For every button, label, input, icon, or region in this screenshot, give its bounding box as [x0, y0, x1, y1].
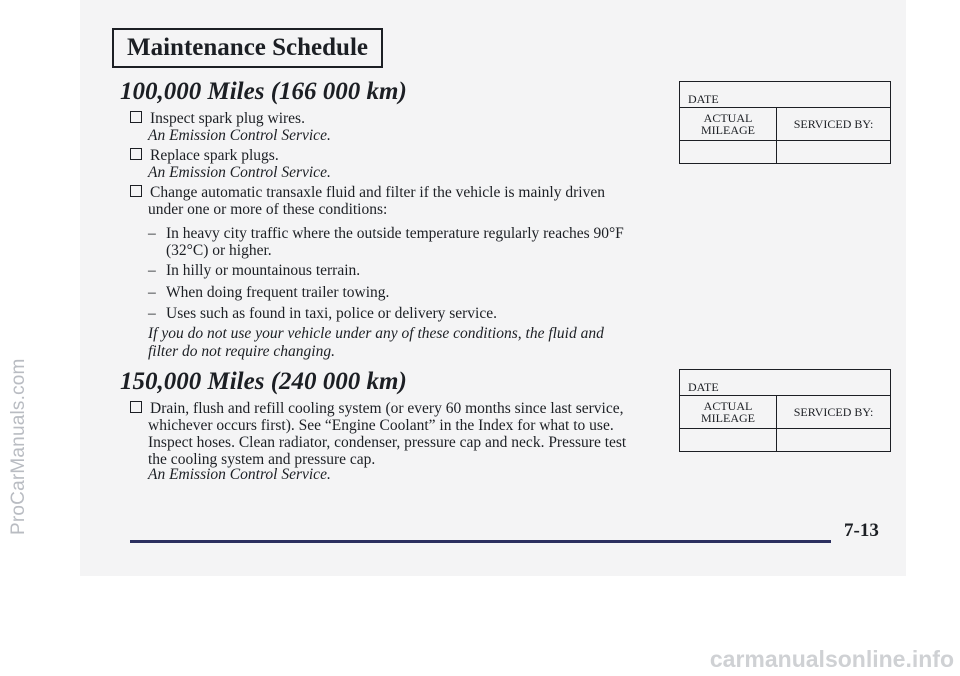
bullet-text: In hilly or mountainous terrain.	[166, 262, 361, 279]
footer-watermark: carmanualsonline.info	[709, 646, 954, 672]
condition-bullet: – When doing frequent trailer towing.	[148, 284, 390, 301]
bullet-text: In heavy city traffic where the outside temperature regularly reaches 90°F	[166, 225, 624, 242]
item-subtext: An Emission Control Service.	[148, 164, 331, 181]
service-record-table	[679, 81, 891, 164]
condition-bullet: – In heavy city traffic where the outside temperature regularly reaches 90°F	[148, 225, 624, 242]
checkbox-icon[interactable]	[130, 401, 142, 413]
interval-heading-150k: 150,000 Miles (240 000 km)	[120, 368, 407, 395]
note-line: filter do not require changing.	[148, 343, 335, 360]
table-entry-row[interactable]	[680, 141, 890, 163]
condition-bullet-continued: (32°C) or higher.	[166, 242, 272, 259]
checklist-item-spark-plugs	[130, 147, 279, 164]
checklist-item-spark-plug-wires	[130, 110, 305, 127]
actual-mileage-label: ACTUAL MILEAGE	[680, 396, 777, 428]
bullet-text: Uses such as found in taxi, police or delivery service.	[166, 305, 498, 322]
section-header-box	[112, 28, 383, 68]
item-text-continued: Inspect hoses. Clean radiator, condenser, pressure cap and neck. Pressure test	[148, 434, 627, 451]
table-entry-row[interactable]	[680, 429, 890, 451]
item-subtext: An Emission Control Service.	[148, 466, 331, 483]
date-label: DATE	[688, 380, 719, 394]
service-record-table	[679, 369, 891, 452]
section-header-title: Maintenance Schedule	[127, 34, 368, 61]
item-text: Change automatic transaxle fluid and filter if the vehicle is mainly driven	[150, 184, 605, 201]
checkbox-icon[interactable]	[130, 148, 142, 160]
checklist-item-cooling-system	[130, 400, 624, 417]
mileage-entry-cell[interactable]	[680, 429, 777, 451]
bullet-text: When doing frequent trailer towing.	[166, 284, 390, 301]
page-number: 7-13	[844, 520, 879, 541]
condition-bullet: – In hilly or mountainous terrain.	[148, 262, 361, 279]
checkbox-icon[interactable]	[130, 185, 142, 197]
table-header-row	[680, 396, 890, 429]
checklist-item-transaxle-fluid	[130, 184, 605, 201]
item-text-continued: the cooling system and pressure cap.	[148, 451, 376, 468]
side-watermark	[2, 175, 38, 535]
footer-rule	[130, 540, 831, 543]
date-row	[680, 370, 890, 396]
item-text: Inspect spark plug wires.	[150, 110, 305, 127]
condition-bullet: – Uses such as found in taxi, police or delivery service.	[148, 305, 498, 322]
actual-mileage-label: ACTUAL MILEAGE	[680, 108, 777, 140]
item-text-continued: whichever occurs first). See “Engine Coolant” in the Index for what to use.	[148, 417, 614, 434]
side-watermark-text: ProCarManuals.com	[8, 358, 29, 535]
item-text: Replace spark plugs.	[150, 147, 279, 164]
serviced-by-label: SERVICED BY:	[793, 116, 874, 131]
serviced-by-label: SERVICED BY:	[793, 404, 874, 419]
date-label: DATE	[688, 92, 719, 106]
interval-heading-100k: 100,000 Miles (166 000 km)	[120, 78, 407, 105]
mileage-entry-cell[interactable]	[680, 141, 777, 163]
item-text: Drain, flush and refill cooling system (or every 60 months since last service,	[150, 400, 624, 417]
note-line: If you do not use your vehicle under any of these conditions, the fluid and	[148, 325, 604, 342]
item-subtext: An Emission Control Service.	[148, 127, 331, 144]
date-row	[680, 82, 890, 108]
table-header-row	[680, 108, 890, 141]
item-text-continued: under one or more of these conditions:	[148, 201, 388, 218]
checkbox-icon[interactable]	[130, 111, 142, 123]
